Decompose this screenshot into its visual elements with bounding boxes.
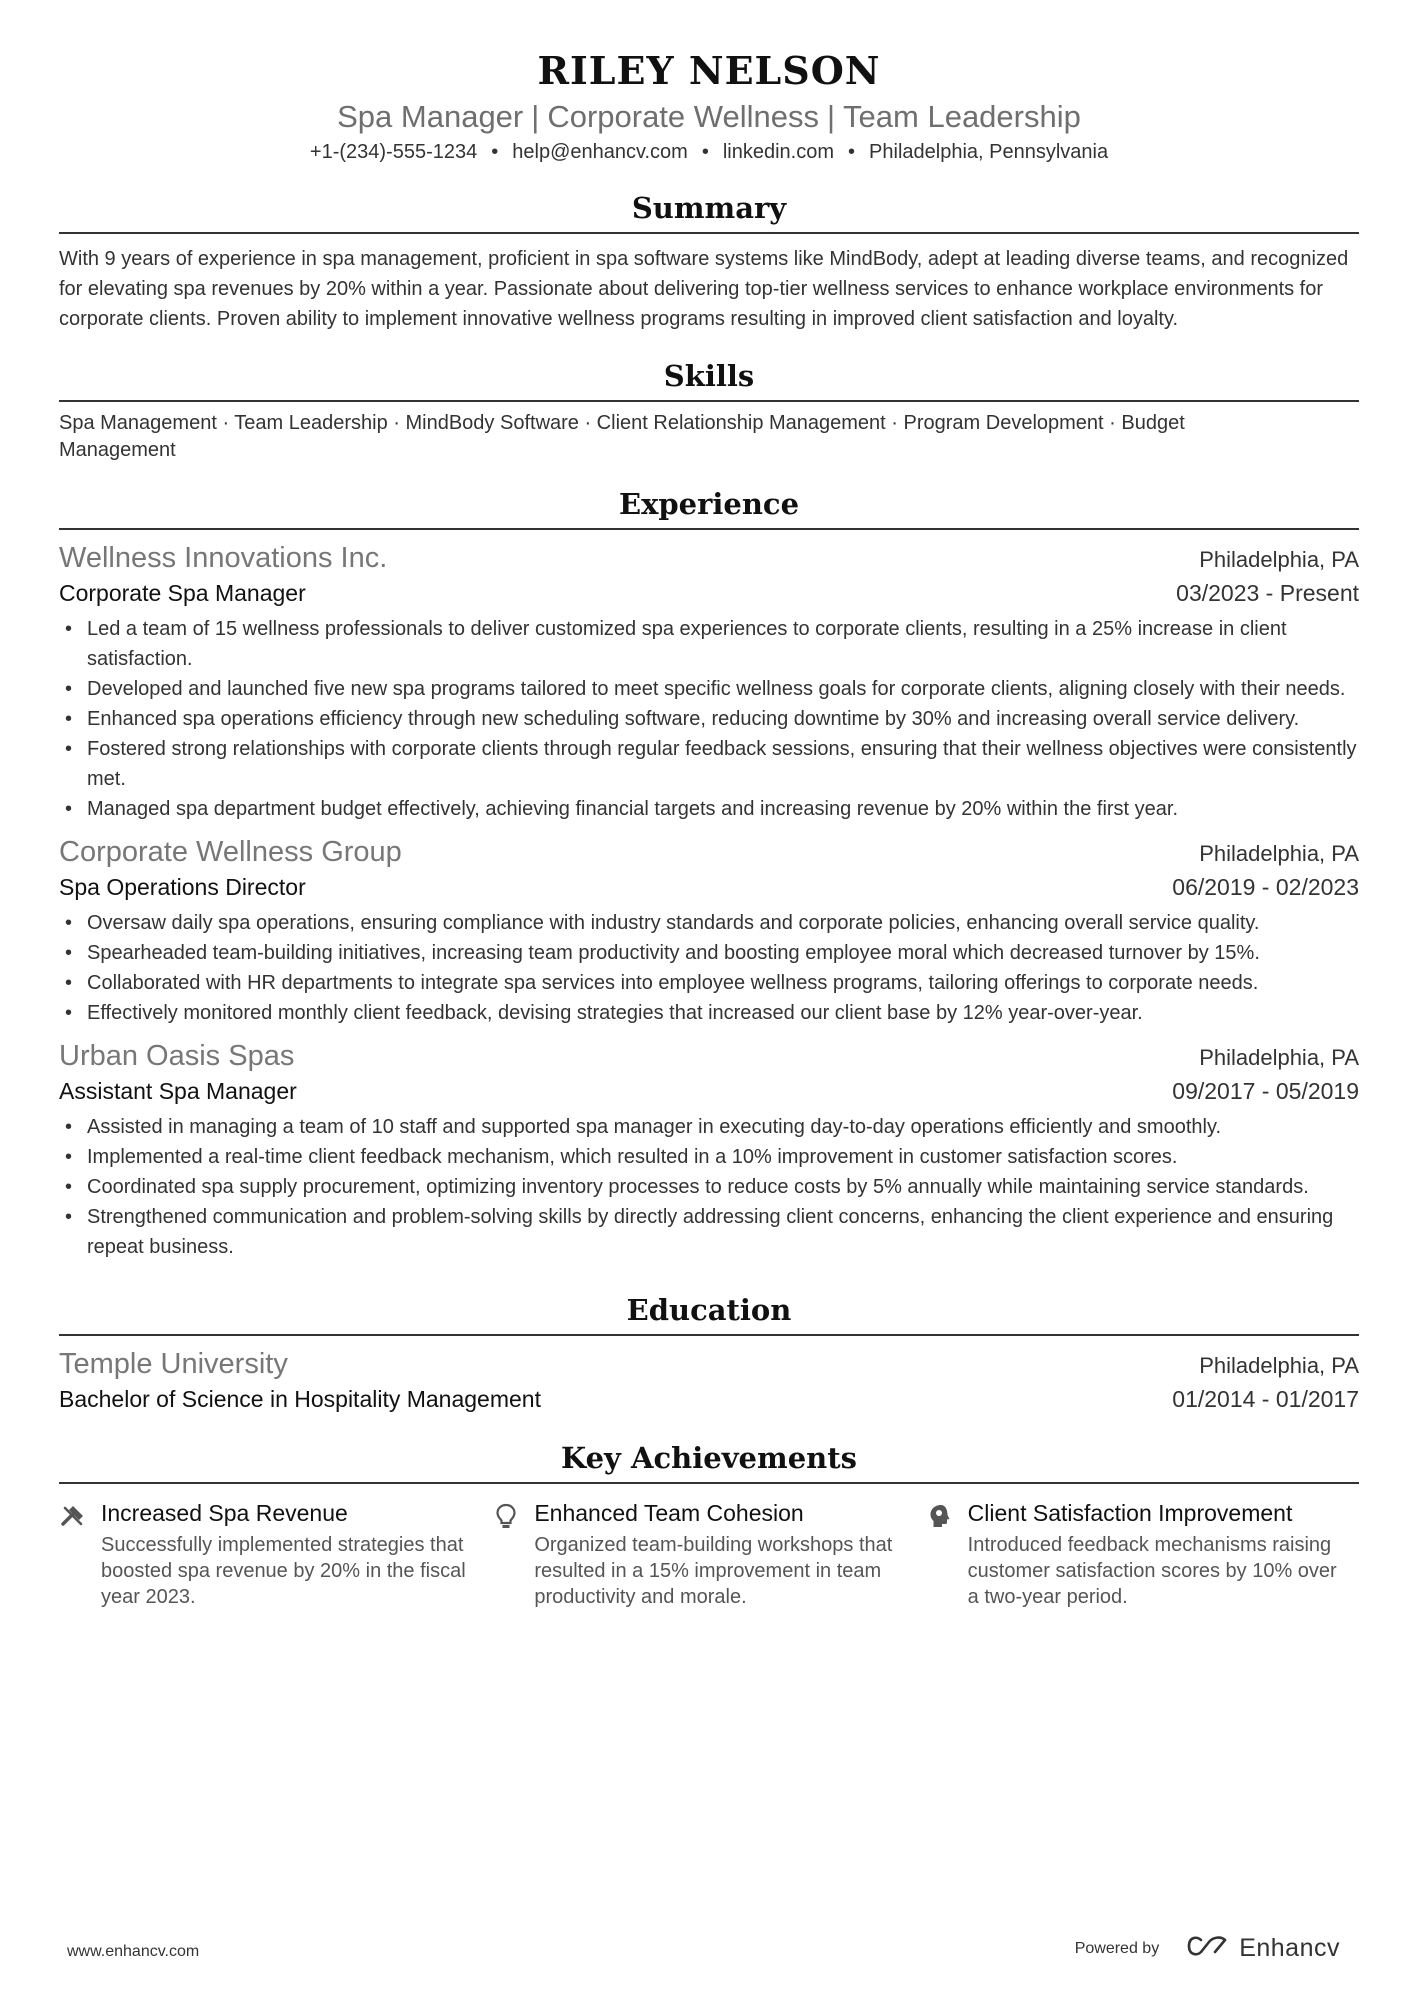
footer-branding xyxy=(1075,1934,1340,1963)
skills-section xyxy=(59,356,1359,464)
section-title-education: Education xyxy=(626,1293,792,1327)
summary-text: With 9 years of experience in spa management, proficient in spa software systems like MindBody, adept at leading diverse teams, and recognized for elevating spa revenues by 20% within a year. Passionate about delivering top-tier wellness services to enhance workplace environments for corporate clients. Proven ability to implement innovative wellness programs resulting in improved client satisfaction and loyalty. xyxy=(59,248,1349,330)
job-title: Corporate Spa Manager xyxy=(59,580,306,606)
job-bullets xyxy=(59,614,1359,824)
job-entry xyxy=(59,540,1359,824)
bullet-item: • Fostered strong relationships with corporate clients through regular feedback sessions, ensuring that their wellness objectives were consistently met. xyxy=(59,734,1359,794)
job-bullets xyxy=(59,1112,1359,1262)
school-location: Philadelphia, PA xyxy=(1199,1353,1359,1378)
footer-website[interactable]: www.enhancv.com xyxy=(67,1943,200,1960)
education-dates: 01/2014 - 01/2017 xyxy=(1172,1386,1359,1412)
headline-item: Team Leadership xyxy=(843,99,1081,134)
section-title-skills: Skills xyxy=(663,359,755,393)
bullet-item: • Developed and launched five new spa programs tailored to meet specific wellness goals for corporate clients, aligning closely with their needs. xyxy=(59,674,1359,704)
job-location: Philadelphia, PA xyxy=(1199,1045,1359,1070)
bullet-item: • Managed spa department budget effectively, achieving financial targets and increasing revenue by 20% within the first year. xyxy=(59,794,1359,824)
headline-item: Corporate Wellness xyxy=(547,99,819,134)
headline-separator: | xyxy=(531,99,540,134)
achievement-description: Introduced feedback mechanisms raising customer satisfaction scores by 10% over a two-year period. xyxy=(967,1534,1337,1608)
contact-separator: • xyxy=(701,141,709,163)
tools-icon xyxy=(59,1498,101,1610)
job-title: Spa Operations Director xyxy=(59,874,306,900)
job-location: Philadelphia, PA xyxy=(1199,841,1359,866)
candidate-name: RILEY NELSON xyxy=(537,48,881,93)
bullet-item: • Effectively monitored monthly client feedback, devising strategies that increased our client base by 12% year-over-year. xyxy=(59,998,1359,1028)
section-title-achievements: Key Achievements xyxy=(561,1441,857,1475)
achievement-item xyxy=(492,1498,925,1610)
achievement-title: Client Satisfaction Improvement xyxy=(967,1500,1293,1526)
job-bullets xyxy=(59,908,1359,1028)
achievement-item xyxy=(59,1498,492,1610)
bullet-item: • Implemented a real-time client feedback mechanism, which resulted in a 10% improvement in customer satisfaction scores. xyxy=(59,1142,1359,1172)
achievements-grid xyxy=(59,1498,1359,1610)
headline xyxy=(59,96,1359,138)
section-divider xyxy=(59,232,1359,234)
bullet-item: • Oversaw daily spa operations, ensuring compliance with industry standards and corporate policies, enhancing overall service quality. xyxy=(59,908,1359,938)
experience-section xyxy=(59,484,1359,1262)
location: Philadelphia, Pennsylvania xyxy=(869,141,1109,163)
job-location: Philadelphia, PA xyxy=(1199,547,1359,572)
education-entry xyxy=(59,1346,1359,1416)
resume-page xyxy=(59,0,1359,1610)
head-icon xyxy=(926,1498,968,1610)
headline-item: Spa Manager xyxy=(337,99,524,134)
section-title-summary: Summary xyxy=(631,191,787,225)
education-section xyxy=(59,1290,1359,1416)
job-dates: 06/2019 - 02/2023 xyxy=(1172,874,1359,900)
headline-separator: | xyxy=(826,99,836,134)
achievement-item xyxy=(926,1498,1359,1610)
email-link[interactable]: help@enhancv.com xyxy=(512,141,688,163)
skills-list: Spa Management · Team Leadership · MindBody Software · Client Relationship Management · Program Development · Budget Management xyxy=(59,412,1185,461)
section-divider xyxy=(59,528,1359,530)
job-entry xyxy=(59,834,1359,1028)
section-divider xyxy=(59,1334,1359,1336)
bullet-item: • Coordinated spa supply procurement, optimizing inventory processes to reduce costs by 5% annually while maintaining service standards. xyxy=(59,1172,1359,1202)
linkedin-link[interactable]: linkedin.com xyxy=(722,141,835,163)
bullet-item: • Strengthened communication and problem-solving skills by directly addressing client concerns, enhancing the client experience and ensuring repeat business. xyxy=(59,1202,1359,1262)
job-title: Assistant Spa Manager xyxy=(59,1078,297,1104)
bullet-item: • Assisted in managing a team of 10 staff and supported spa manager in executing day-to-day operations efficiently and smoothly. xyxy=(59,1112,1359,1142)
company-name: Wellness Innovations Inc. xyxy=(59,542,388,574)
bullet-item: • Collaborated with HR departments to integrate spa services into employee wellness programs, tailoring offerings to corporate needs. xyxy=(59,968,1359,998)
phone: +1-(234)-555-1234 xyxy=(309,141,478,163)
section-divider xyxy=(59,1482,1359,1484)
contact-separator: • xyxy=(491,141,499,163)
section-divider xyxy=(59,400,1359,402)
resume-header xyxy=(59,0,1359,166)
contact-info xyxy=(59,138,1359,166)
achievements-section xyxy=(59,1438,1359,1610)
job-dates: 03/2023 - Present xyxy=(1176,580,1359,606)
lightbulb-icon xyxy=(492,1498,534,1610)
bullet-item: • Spearheaded team-building initiatives, increasing team productivity and boosting employee moral which decreased turnover by 15%. xyxy=(59,938,1359,968)
brand-name: Enhancv xyxy=(1239,1934,1340,1962)
enhancv-logo-icon xyxy=(1185,1934,1231,1963)
company-name: Urban Oasis Spas xyxy=(59,1040,295,1072)
achievement-title: Increased Spa Revenue xyxy=(101,1500,348,1526)
summary-section xyxy=(59,188,1359,334)
school-name: Temple University xyxy=(59,1348,288,1380)
job-dates: 09/2017 - 05/2019 xyxy=(1172,1078,1359,1104)
achievement-description: Successfully implemented strategies that boosted spa revenue by 20% in the fiscal year 2023. xyxy=(101,1534,466,1608)
powered-by-label: Powered by xyxy=(1074,1939,1160,1957)
company-name: Corporate Wellness Group xyxy=(59,836,402,868)
bullet-item: • Led a team of 15 wellness professionals to deliver customized spa experiences to corporate clients, resulting in a 25% increase in client satisfaction. xyxy=(59,614,1359,674)
achievement-description: Organized team-building workshops that resulted in a 15% improvement in team productivity and morale. xyxy=(534,1534,893,1608)
degree: Bachelor of Science in Hospitality Management xyxy=(59,1386,541,1412)
section-title-experience: Experience xyxy=(618,487,800,521)
bullet-item: • Enhanced spa operations efficiency through new scheduling software, reducing downtime by 30% and increasing overall service delivery. xyxy=(59,704,1359,734)
job-entry xyxy=(59,1038,1359,1262)
contact-separator: • xyxy=(848,141,856,163)
achievement-title: Enhanced Team Cohesion xyxy=(534,1500,804,1526)
